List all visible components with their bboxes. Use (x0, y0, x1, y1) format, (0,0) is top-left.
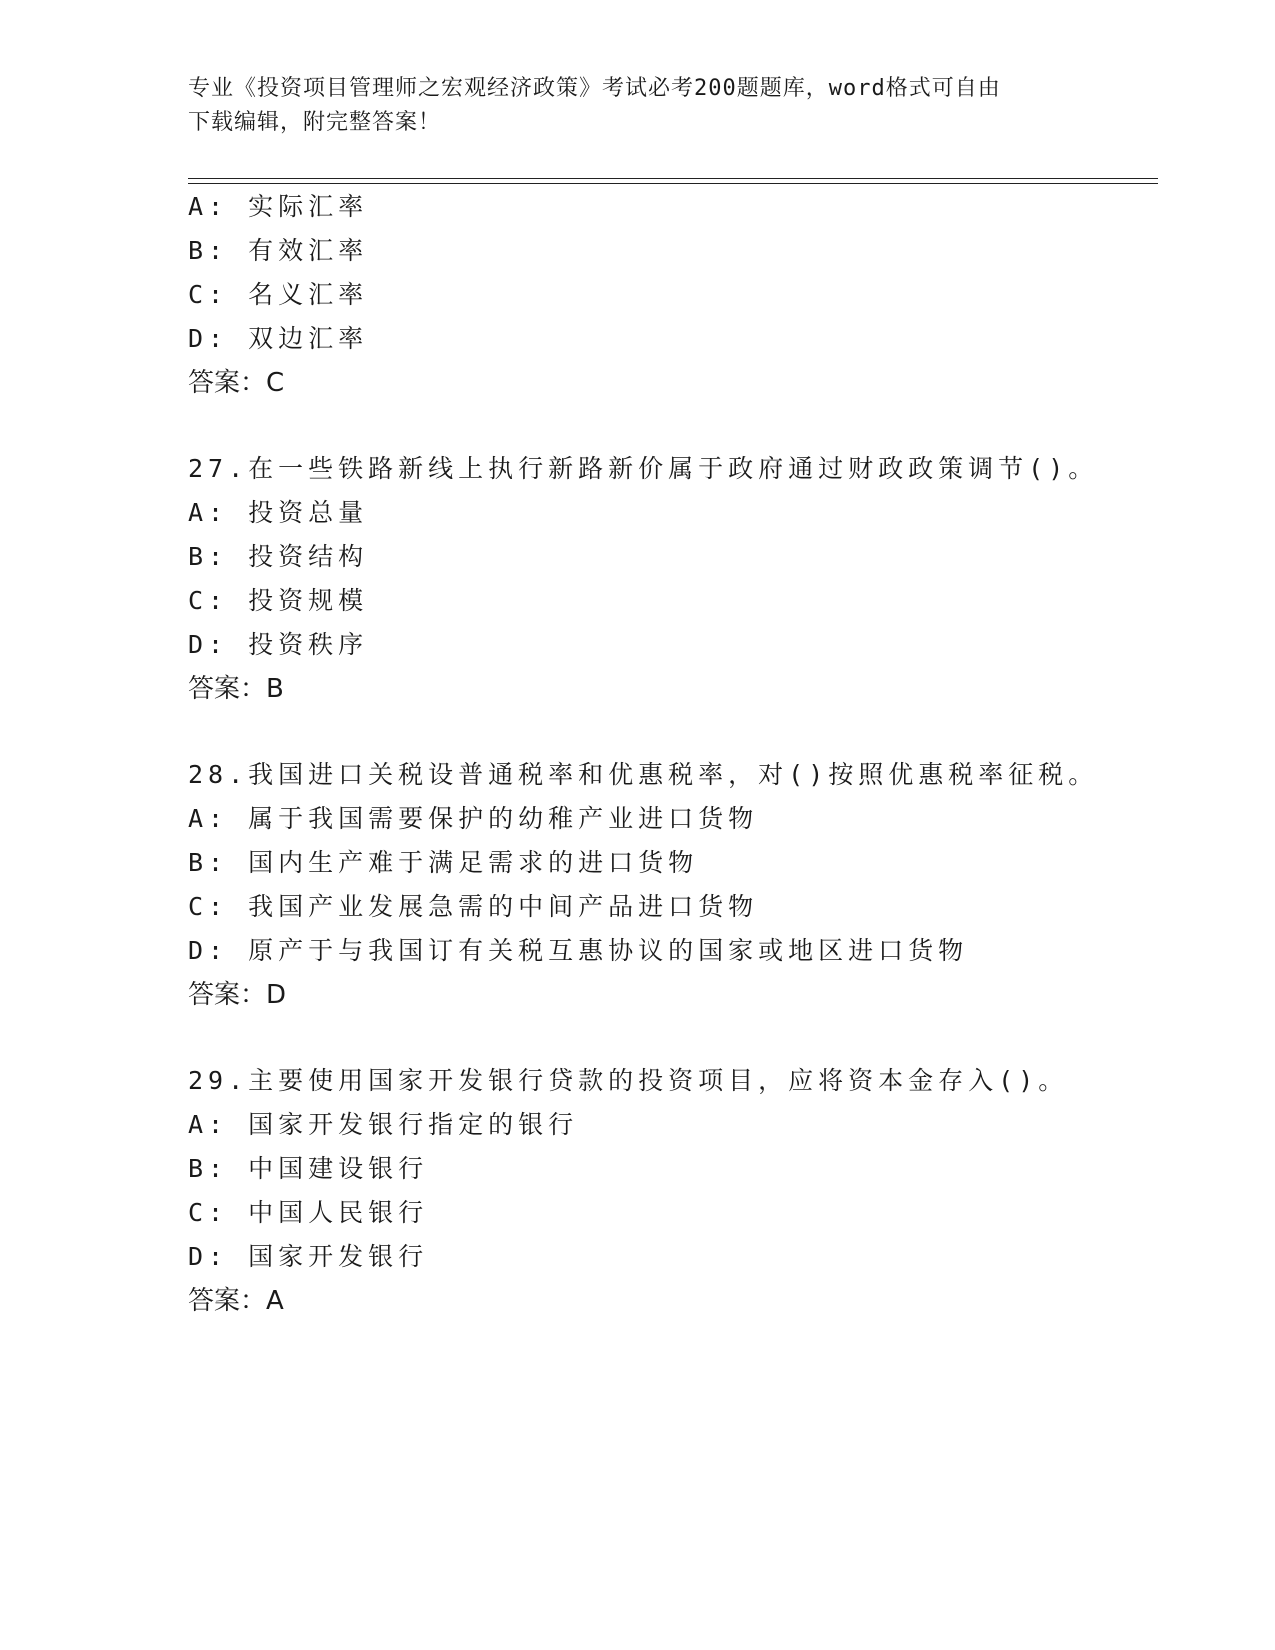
header-line-2: 下载编辑，附完整答案！ (188, 110, 442, 135)
q27-option-d: D: 投资秩序 (188, 630, 369, 659)
q26-option-d: D: 双边汇率 (188, 324, 369, 353)
q29-option-c: C: 中国人民银行 (188, 1198, 429, 1227)
q26-option-a: A: 实际汇率 (188, 192, 369, 221)
q29-stem: 29.主要使用国家开发银行贷款的投资项目，应将资本金存入()。 (188, 1066, 1069, 1095)
q28-option-a: A: 属于我国需要保护的幼稚产业进口货物 (188, 804, 759, 833)
header-line-1: 专业《投资项目管理师之宏观经济政策》考试必考200题题库，word格式可自由 (188, 76, 1001, 101)
q28-option-b: B: 国内生产难于满足需求的进口货物 (188, 848, 699, 877)
q29-option-d: D: 国家开发银行 (188, 1242, 429, 1271)
q27-stem: 27.在一些铁路新线上执行新路新价属于政府通过财政政策调节()。 (188, 454, 1099, 483)
q27-option-c: C: 投资规模 (188, 586, 369, 615)
q27-option-b: B: 投资结构 (188, 542, 369, 571)
q27-answer: 答案：B (188, 674, 284, 704)
header-rule-thin (188, 183, 1158, 184)
q26-option-c: C: 名义汇率 (188, 280, 369, 309)
q29-answer: 答案：A (188, 1286, 284, 1316)
q28-option-d: D: 原产于与我国订有关税互惠协议的国家或地区进口货物 (188, 936, 969, 965)
q28-option-c: C: 我国产业发展急需的中间产品进口货物 (188, 892, 759, 921)
q28-answer: 答案：D (188, 980, 287, 1010)
q26-answer: 答案：C (188, 368, 285, 398)
q29-option-a: A: 国家开发银行指定的银行 (188, 1110, 579, 1139)
document-header (188, 72, 1088, 140)
q27-option-a: A: 投资总量 (188, 498, 369, 527)
q26-option-b: B: 有效汇率 (188, 236, 369, 265)
q29-option-b: B: 中国建设银行 (188, 1154, 429, 1183)
header-rule-thick (188, 178, 1158, 179)
q28-stem: 28.我国进口关税设普通税率和优惠税率，对()按照优惠税率征税。 (188, 760, 1099, 789)
